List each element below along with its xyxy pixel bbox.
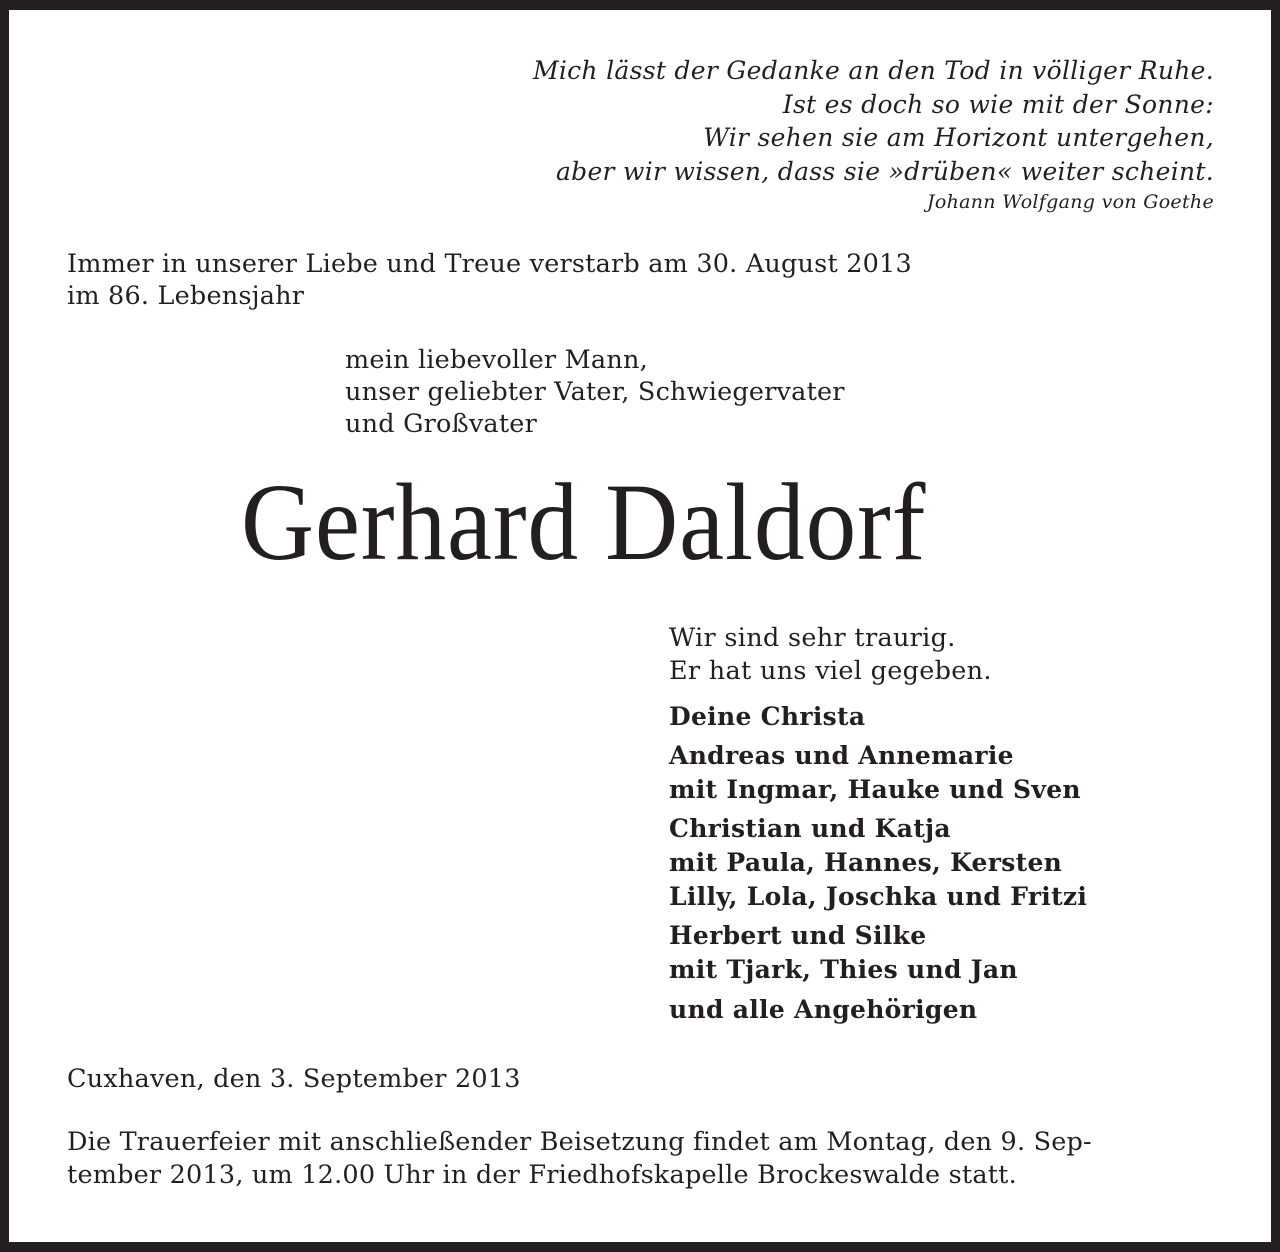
intro-line: Immer in unserer Liebe und Treue verstarb am 30. August 2013 bbox=[67, 249, 912, 279]
family-group bbox=[669, 739, 1087, 807]
relation-description bbox=[345, 344, 845, 440]
family-line: Herbert und Silke bbox=[669, 921, 927, 950]
deceased-name: Gerhard Daldorf bbox=[241, 461, 927, 583]
relation-line: mein liebevoller Mann, bbox=[345, 345, 648, 375]
goethe-quote bbox=[533, 54, 1214, 216]
quote-line: Wir sehen sie am Horizont untergehen, bbox=[703, 123, 1214, 152]
mourning-line: Wir sind sehr traurig. bbox=[669, 623, 956, 653]
place-date: Cuxhaven, den 3. September 2013 bbox=[67, 1064, 521, 1094]
family-group bbox=[669, 812, 1087, 914]
funeral-line: tember 2013, um 12.00 Uhr in der Friedhofskapelle Brockeswalde statt. bbox=[67, 1160, 1017, 1190]
family-line: mit Tjark, Thies und Jan bbox=[669, 955, 1018, 984]
mourning-line: Er hat uns viel gegeben. bbox=[669, 656, 992, 686]
intro-line: im 86. Lebensjahr bbox=[67, 281, 305, 311]
family-line: Deine Christa bbox=[669, 702, 866, 731]
funeral-line: Die Trauerfeier mit anschließender Beisetzung findet am Montag, den 9. Sep- bbox=[67, 1127, 1092, 1157]
relation-line: und Großvater bbox=[345, 409, 537, 439]
quote-line: Ist es doch so wie mit der Sonne: bbox=[782, 89, 1214, 119]
family-line: Christian und Katja bbox=[669, 814, 951, 843]
funeral-info bbox=[67, 1126, 1092, 1192]
family-signatures bbox=[669, 700, 1087, 1027]
family-final-line: und alle Angehörigen bbox=[669, 995, 978, 1024]
quote-line: Mich lässt der Gedanke an den Tod in völliger Ruhe. bbox=[532, 56, 1214, 85]
obituary-notice bbox=[9, 10, 1271, 1242]
family-line: mit Ingmar, Hauke und Sven bbox=[669, 775, 1081, 804]
family-line: Andreas und Annemarie bbox=[669, 741, 1014, 770]
quote-line: aber wir wissen, dass sie »drüben« weiter scheint. bbox=[555, 156, 1214, 186]
mourning-text bbox=[669, 622, 992, 688]
death-announcement bbox=[67, 248, 912, 312]
family-line: mit Paula, Hannes, Kersten bbox=[669, 848, 1063, 877]
family-group bbox=[669, 919, 1087, 987]
family-line: Lilly, Lola, Joschka und Fritzi bbox=[669, 882, 1088, 911]
quote-author: Johann Wolfgang von Goethe bbox=[926, 191, 1214, 213]
relation-line: unser geliebter Vater, Schwiegervater bbox=[345, 377, 845, 407]
family-group bbox=[669, 700, 1087, 734]
